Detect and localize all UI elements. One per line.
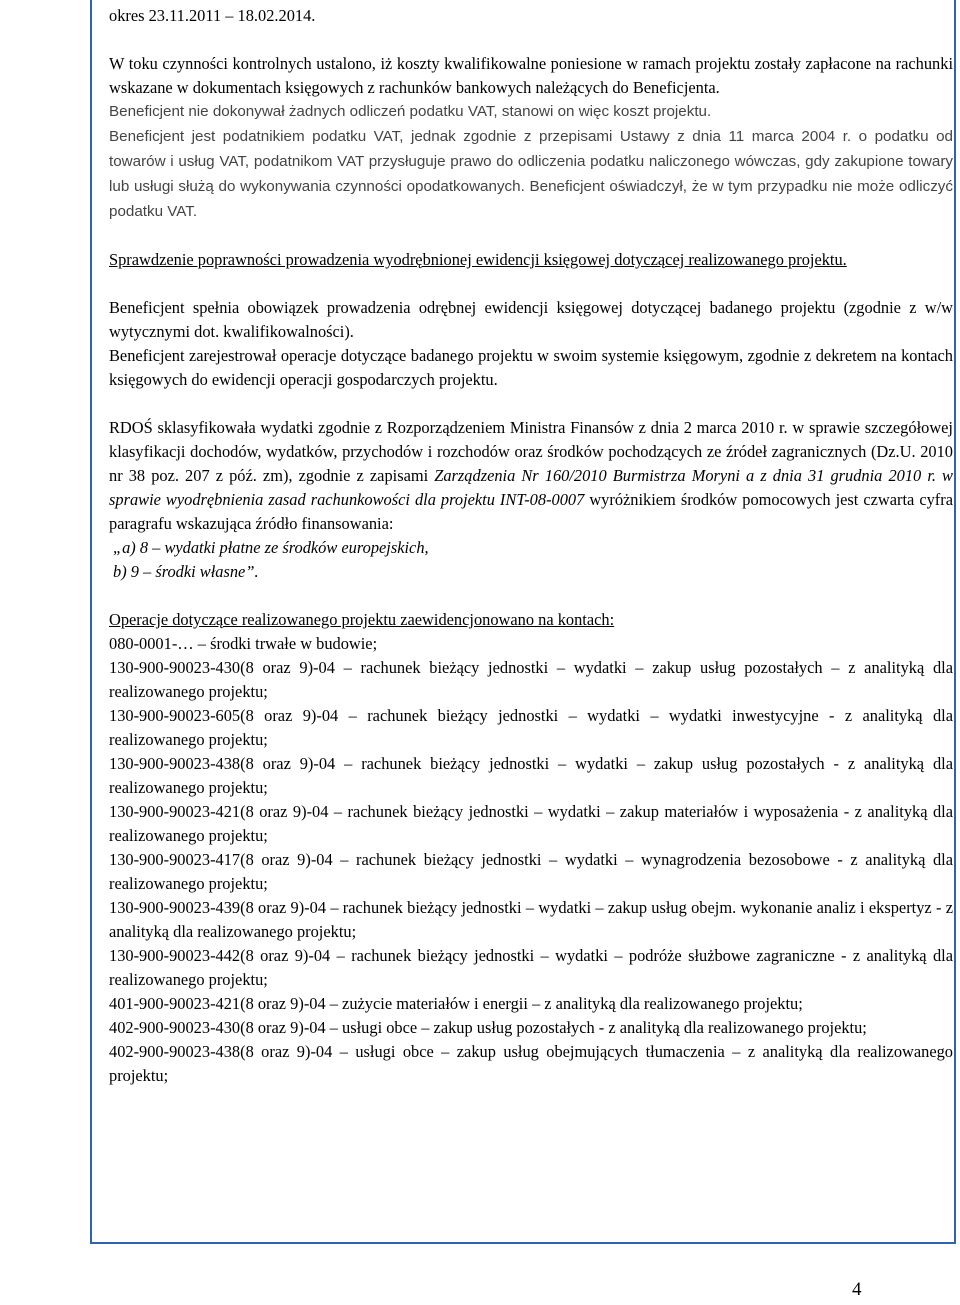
paragraph-separate-records: Beneficjent spełnia obowiązek prowadzenia odrębnej ewidencji księgowej dotyczącej badanego projektu (zgodnie z w/w wytycznymi dot. kwalifikowalności). <box>109 298 953 341</box>
paragraph-payments: W toku czynności kontrolnych ustalono, iż koszty kwalifikowalne poniesione w ramach projektu zostały zapłacone na rachunki wskazane w dokumentach księgowych z rachunków bankowych należących do Beneficjenta. <box>109 54 953 97</box>
section-heading-accounts: Operacje dotyczące realizowanego projektu zaewidencjonowano na kontach: <box>109 610 615 629</box>
period-line: okres 23.11.2011 – 18.02.2014. <box>109 6 316 25</box>
list-item-a: „a) 8 – wydatki płatne ze środków europejskich, <box>113 538 429 557</box>
account-line: 080-0001-… – środki trwałe w budowie; <box>109 634 378 653</box>
account-line: 130-900-90023-430(8 oraz 9)-04 – rachunek bieżący jednostki – wydatki – zakup usług pozostałych – z analityką dla realizowanego projektu; <box>109 658 953 701</box>
account-line: 130-900-90023-439(8 oraz 9)-04 – rachunek bieżący jednostki – wydatki – zakup usług obejm. wykonanie analiz i ekspertyz - z analityką dla realizowanego projektu; <box>109 898 953 941</box>
paragraph-vat-status <box>109 124 953 224</box>
account-line: 130-900-90023-421(8 oraz 9)-04 – rachunek bieżący jednostki – wydatki – zakup materiałów i wyposażenia - z analityką dla realizowanego projektu; <box>109 802 953 845</box>
page-number: 4 <box>852 1279 862 1300</box>
list-item-b: b) 9 – środki własne”. <box>113 562 259 581</box>
account-line: 402-900-90023-438(8 oraz 9)-04 – usługi obce – zakup usług obejmujących tłumaczenia – z analityką dla realizowanego projektu; <box>109 1042 953 1085</box>
classification-ordinance-ref: Zarządzenia Nr 160/2010 Burmistrza Moryni a z dnia 31 grudnia 2010 r. w sprawie wyodrębnienia zasad rachunkowości dla projektu INT-08-0007 <box>109 466 953 509</box>
section-heading-accounting: Sprawdzenie poprawności prowadzenia wyodrębnionej ewidencji księgowej dotyczącej realizowanego projektu. <box>109 250 847 269</box>
paragraph-registration: Beneficjent zarejestrował operacje dotyczące badanego projektu w swoim systemie księgowym, zgodnie z dekretem na kontach księgowych do ewidencji operacji gospodarczych projektu. <box>109 346 953 389</box>
paragraph-vat-cost: Beneficjent nie dokonywał żadnych odliczeń podatku VAT, stanowi on więc koszt projektu. <box>109 103 712 120</box>
account-line: 130-900-90023-605(8 oraz 9)-04 – rachunek bieżący jednostki – wydatki – wydatki inwestycyjne - z analityką dla realizowanego projektu; <box>109 706 953 749</box>
classification-text-start: RDOŚ sklasyfikowała wydatki zgodnie z Rozporządzeniem Ministra Finansów z dnia 2 marca 2010 r. w sprawie szczegółowej klasyfikacji dochodów, wydatków, przychodów i rozchodów oraz środków pochodzących ze źródeł zagranicznych (Dz.U. 2010 nr 38 poz. 207 z póź. zm), zgodnie z zapisami <box>109 418 953 485</box>
account-line: 401-900-90023-421(8 oraz 9)-04 – zużycie materiałów i energii – z analityką dla realizowanego projektu; <box>109 994 803 1013</box>
account-line: 402-900-90023-430(8 oraz 9)-04 – usługi obce – zakup usług pozostałych - z analityką dla realizowanego projektu; <box>109 1018 867 1037</box>
account-line: 130-900-90023-438(8 oraz 9)-04 – rachunek bieżący jednostki – wydatki – zakup usług pozostałych - z analityką dla realizowanego projektu; <box>109 754 953 797</box>
classification-text-end: wyróżnikiem środków pomocowych jest czwarta cyfra paragrafu wskazująca źródło finansowania: <box>109 490 953 533</box>
account-line: 130-900-90023-417(8 oraz 9)-04 – rachunek bieżący jednostki – wydatki – wynagrodzenia bezosobowe - z analityką dla realizowanego projektu; <box>109 850 953 893</box>
paragraph-vat-status-text: Beneficjent jest podatnikiem podatku VAT, jednak zgodnie z przepisami Ustawy z dnia 11 marca 2004 r. o podatku od towarów i usług VAT, podatnikom VAT przysługuje prawo do odliczenia podatku naliczonego wówczas, gdy zakupione towary lub usługi służą do wykonywania czynności opodatkowanych. Beneficjent oświadczył, że w tym przypadku nie może odliczyć podatku VAT. <box>109 128 953 220</box>
document-body <box>109 4 953 1088</box>
account-line: 130-900-90023-442(8 oraz 9)-04 – rachunek bieżący jednostki – wydatki – podróże służbowe zagraniczne - z analityką dla realizowanego projektu; <box>109 946 953 989</box>
paragraph-classification <box>109 416 953 536</box>
